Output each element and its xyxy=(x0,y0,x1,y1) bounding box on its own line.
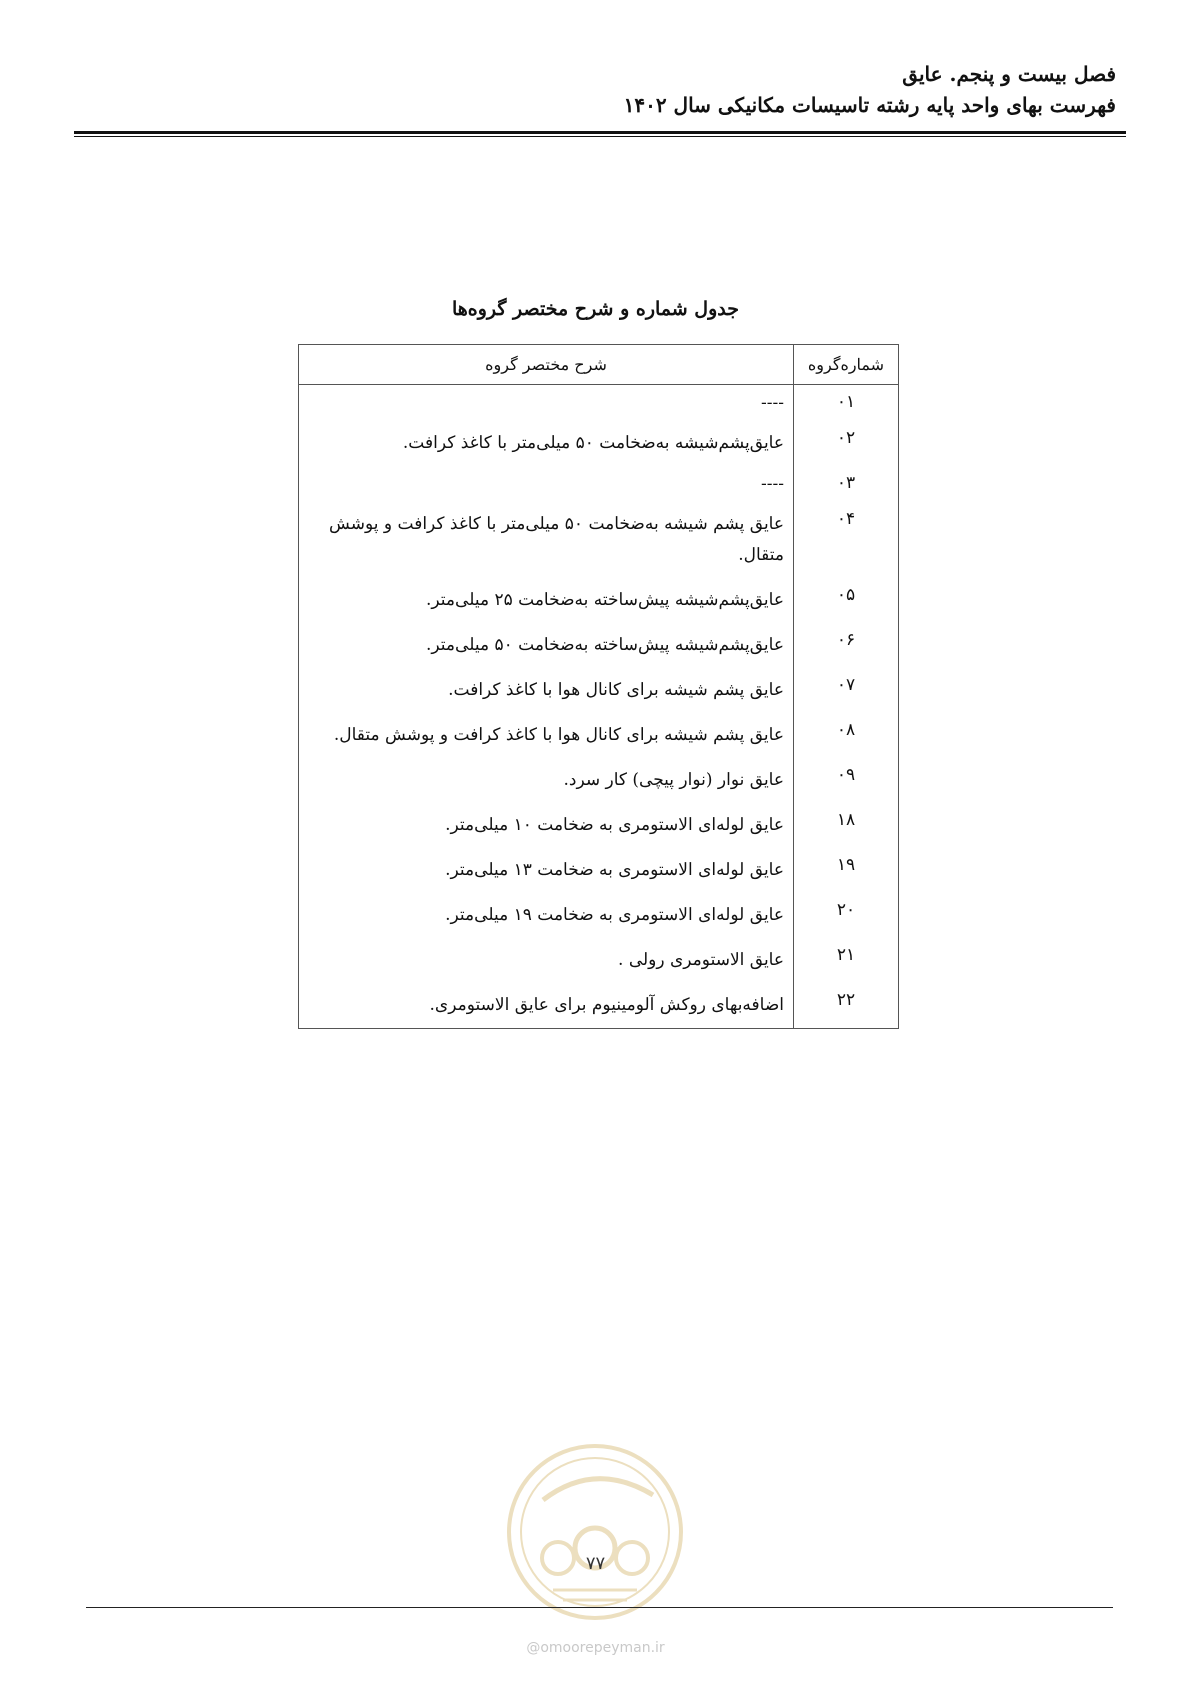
table-row xyxy=(299,938,899,983)
watermark-logo-icon xyxy=(503,1440,687,1624)
table-row xyxy=(299,758,899,803)
group-number: ۰۸ xyxy=(794,713,899,758)
group-number: ۰۹ xyxy=(794,758,899,803)
group-number: ۰۵ xyxy=(794,578,899,623)
group-number: ۰۳ xyxy=(794,466,899,502)
table-row xyxy=(299,893,899,938)
group-description: عایق‌پشم‌شیشه پیش‌ساخته به‌ضخامت ۵۰ میلی‌متر. xyxy=(299,623,794,668)
group-description: عایق پشم شیشه برای کانال هوا با کاغذ کرافت و پوشش متقال. xyxy=(299,713,794,758)
table-row xyxy=(299,713,899,758)
group-description: عایق الاستومری رولی . xyxy=(299,938,794,983)
table-row xyxy=(299,578,899,623)
group-description: عایق لوله‌ای الاستومری به ضخامت ۱۹ میلی‌متر. xyxy=(299,893,794,938)
group-number: ۱۸ xyxy=(794,803,899,848)
group-number: ۲۲ xyxy=(794,983,899,1029)
table-row xyxy=(299,983,899,1029)
footer-handle: @omoorepeyman.ir xyxy=(526,1640,665,1656)
group-description: عایق پشم شیشه برای کانال هوا با کاغذ کرافت. xyxy=(299,668,794,713)
header-rule-thick xyxy=(74,131,1126,134)
group-description: عایق لوله‌ای الاستومری به ضخامت ۱۰ میلی‌متر. xyxy=(299,803,794,848)
group-description: عایق نوار (نوار پیچی) کار سرد. xyxy=(299,758,794,803)
document-subtitle: فهرست بهای واحد پایه رشته تاسیسات مکانیکی سال ۱۴۰۲ xyxy=(623,93,1116,117)
header-rule-thin xyxy=(74,136,1126,137)
group-description: عایق‌پشم‌شیشه به‌ضخامت ۵۰ میلی‌متر با کاغذ کرافت. xyxy=(299,421,794,466)
group-description: ---- xyxy=(299,385,794,422)
footer-rule xyxy=(86,1607,1113,1608)
table-row xyxy=(299,421,899,466)
group-description: عایق پشم شیشه به‌ضخامت ۵۰ میلی‌متر با کاغذ کرافت و پوشش متقال. xyxy=(299,502,794,578)
table-row xyxy=(299,623,899,668)
page-number: ۷۷ xyxy=(585,1553,606,1574)
page-header xyxy=(66,60,1116,122)
group-description: ---- xyxy=(299,466,794,502)
table-body xyxy=(299,385,899,1029)
table-header-row xyxy=(299,345,899,385)
group-number: ۰۱ xyxy=(794,385,899,422)
groups-table xyxy=(298,344,899,1029)
group-number: ۰۴ xyxy=(794,502,899,578)
column-header-number: شماره‌گروه xyxy=(794,345,899,385)
chapter-title: فصل بیست و پنجم. عایق xyxy=(902,62,1116,86)
table-title: جدول شماره و شرح مختصر گروه‌ها xyxy=(451,298,740,320)
group-number: ۲۱ xyxy=(794,938,899,983)
table-row xyxy=(299,502,899,578)
table-row xyxy=(299,466,899,502)
group-number: ۰۷ xyxy=(794,668,899,713)
group-number: ۲۰ xyxy=(794,893,899,938)
group-number: ۰۶ xyxy=(794,623,899,668)
table-row xyxy=(299,668,899,713)
group-number: ۰۲ xyxy=(794,421,899,466)
group-description: عایق لوله‌ای الاستومری به ضخامت ۱۳ میلی‌متر. xyxy=(299,848,794,893)
group-description: عایق‌پشم‌شیشه پیش‌ساخته به‌ضخامت ۲۵ میلی‌متر. xyxy=(299,578,794,623)
table-row xyxy=(299,385,899,422)
table-row xyxy=(299,848,899,893)
group-number: ۱۹ xyxy=(794,848,899,893)
column-header-description: شرح مختصر گروه xyxy=(299,345,794,385)
table-row xyxy=(299,803,899,848)
group-description: اضافه‌بهای روکش آلومینیوم برای عایق الاستومری. xyxy=(299,983,794,1029)
